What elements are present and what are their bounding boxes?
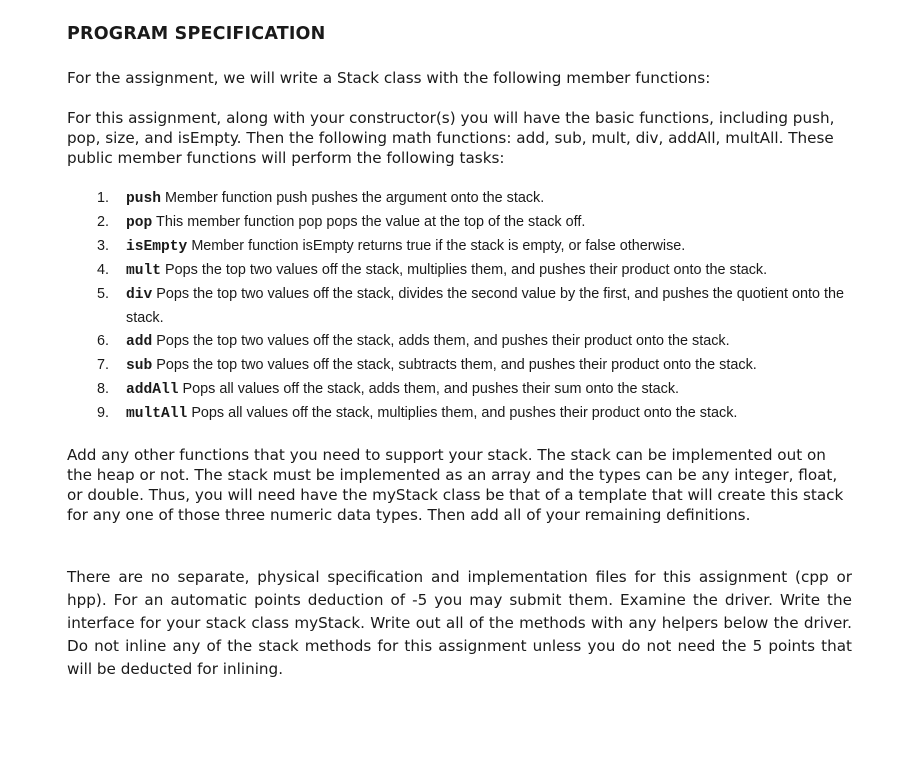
task-number: 5.	[97, 286, 110, 302]
task-item-div	[97, 283, 852, 330]
task-item-pop	[97, 211, 852, 235]
function-name: pop	[126, 215, 153, 231]
task-number: 7.	[97, 357, 110, 373]
task-item-multall	[97, 402, 852, 426]
function-name: div	[126, 287, 153, 303]
task-description: Pops the top two values off the stack, divides the second value by the first, and pushes the quotient onto the stack.	[126, 286, 845, 326]
function-name: multAll	[126, 406, 188, 422]
function-name: sub	[126, 358, 153, 374]
function-name: add	[126, 334, 153, 350]
function-name: mult	[126, 263, 162, 279]
page-title: PROGRAM SPECIFICATION	[67, 24, 326, 44]
task-item-mult	[97, 259, 852, 283]
task-list	[67, 187, 852, 426]
task-description: Pops the top two values off the stack, subtracts them, and pushes their product onto the stack.	[156, 357, 757, 373]
task-item-sub	[97, 354, 852, 378]
task-item-add	[97, 330, 852, 354]
support-paragraph: Add any other functions that you need to support your stack. The stack can be implemented out on the heap or not. The stack must be implemented as an array and the types can be any integer, float, or double. Thus, you will need have the myStack class be that of a template that will create this stack for any one of those three numeric data types. Then add all of your remaining definitions.	[67, 446, 844, 524]
functions-paragraph: For this assignment, along with your constructor(s) you will have the basic functions, including push, pop, size, and isEmpty. Then the following math functions: add, sub, mult, div, addAll, multAll. These public member functions will perform the following tasks:	[67, 109, 835, 167]
task-description: Pops all values off the stack, multiplies them, and pushes their product onto the stack.	[191, 405, 738, 421]
task-item-addall	[97, 378, 852, 402]
files-paragraph: There are no separate, physical specification and implementation files for this assignment (cpp or hpp). For an automatic points deduction of -5 you may submit them. Examine the driver. Write the interface for your stack class myStack. Write out all of the methods with any helpers below the driver. Do not inline any of the stack methods for this assignment unless you do not need the 5 points that will be deducted for inlining.	[67, 568, 852, 678]
task-description: This member function pop pops the value at the top of the stack off.	[156, 214, 586, 230]
task-item-isempty	[97, 235, 852, 259]
task-description: Pops the top two values off the stack, multiplies them, and pushes their product onto the stack.	[165, 262, 768, 278]
task-description: Pops the top two values off the stack, adds them, and pushes their product onto the stack.	[156, 333, 730, 349]
task-number: 1.	[97, 190, 110, 206]
task-number: 9.	[97, 405, 110, 421]
task-description: Member function isEmpty returns true if the stack is empty, or false otherwise.	[191, 238, 686, 254]
task-number: 4.	[97, 262, 110, 278]
function-name: push	[126, 191, 162, 207]
task-number: 8.	[97, 381, 110, 397]
function-name: addAll	[126, 382, 179, 398]
task-number: 6.	[97, 333, 110, 349]
task-number: 3.	[97, 238, 110, 254]
task-description: Pops all values off the stack, adds them, and pushes their sum onto the stack.	[182, 381, 680, 397]
intro-paragraph: For the assignment, we will write a Stack class with the following member functions:	[67, 69, 711, 87]
task-description: Member function push pushes the argument onto the stack.	[165, 190, 545, 206]
task-item-push	[97, 187, 852, 211]
task-number: 2.	[97, 214, 110, 230]
function-name: isEmpty	[126, 239, 188, 255]
document	[67, 22, 852, 681]
